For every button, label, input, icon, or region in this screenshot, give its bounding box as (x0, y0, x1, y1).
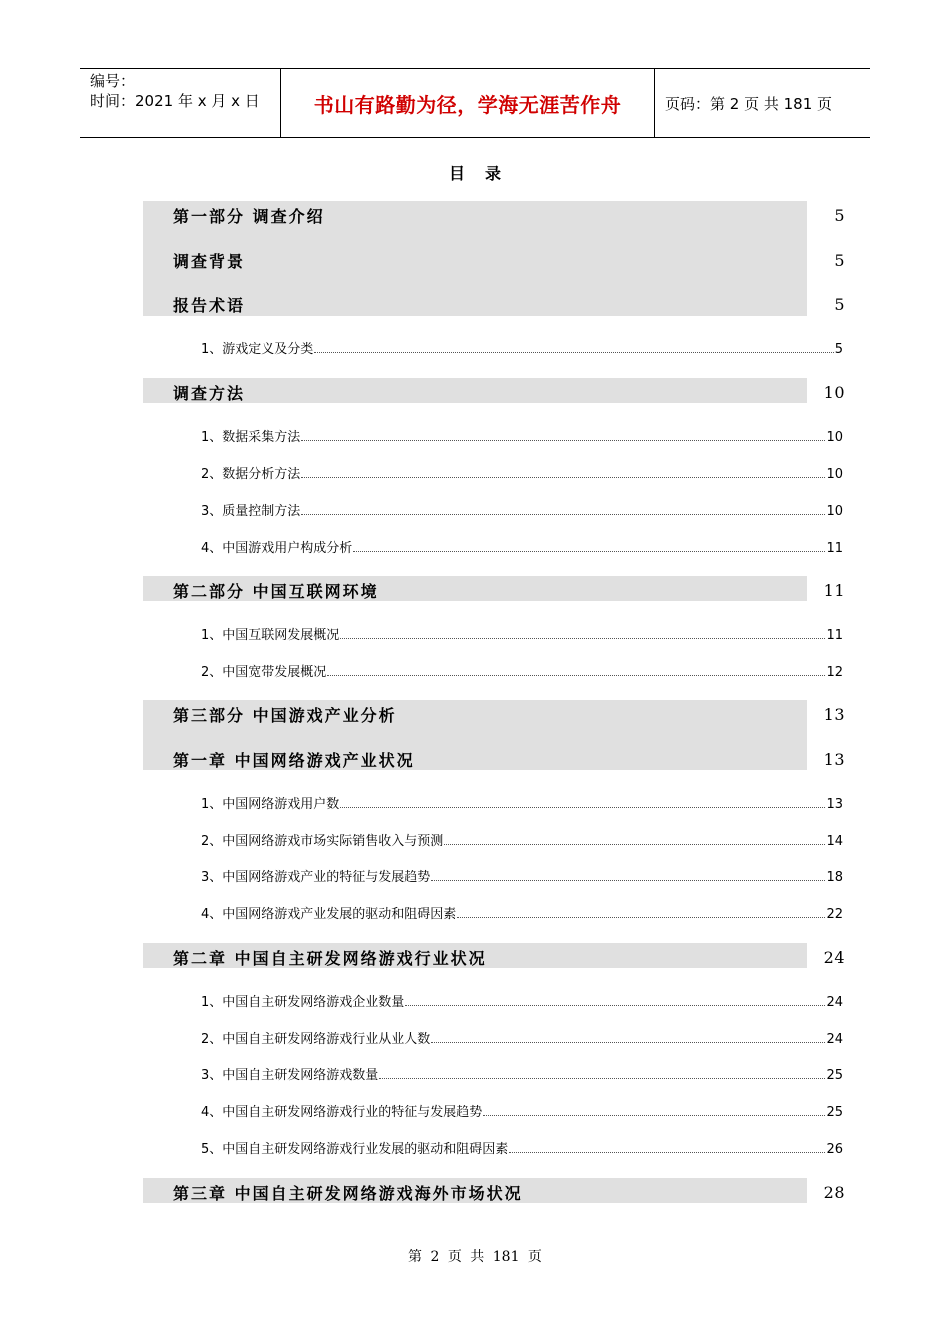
toc-entry[interactable] (201, 463, 843, 483)
toc-entry-page: 26 (826, 1142, 843, 1157)
toc-heading-label: 报告术语 (173, 295, 246, 315)
toc-leader-dots (431, 1041, 825, 1043)
toc-heading-label: 第三章 中国自主研发网络游戏海外市场状况 (173, 1183, 523, 1203)
page-footer: 第 2 页 共 181 页 (408, 1249, 542, 1265)
toc-heading-page: 5 (834, 250, 845, 270)
toc-entry[interactable] (201, 426, 843, 446)
toc-heading[interactable] (173, 248, 845, 272)
toc-heading[interactable] (173, 203, 845, 227)
toc-entry-label: 1、中国网络游戏用户数 (201, 797, 340, 812)
toc-leader-dots (457, 916, 825, 918)
serial-number-label: 编号： (90, 72, 136, 90)
toc-heading[interactable] (173, 578, 845, 602)
toc-heading[interactable] (173, 380, 845, 404)
toc-entry-label: 3、中国网络游戏产业的特征与发展趋势 (201, 870, 431, 885)
toc-leader-dots (509, 1151, 825, 1153)
toc-entry-page: 11 (826, 541, 843, 556)
toc-heading-label: 第三部分 中国游戏产业分析 (173, 705, 397, 725)
toc-heading-label: 调查方法 (173, 383, 246, 403)
toc-entry-page: 5 (834, 342, 843, 357)
toc-entry-label: 5、中国自主研发网络游戏行业发展的驱动和阻碍因素 (201, 1142, 509, 1157)
toc-entry[interactable] (201, 1101, 843, 1121)
header-motto: 书山有路勤为径，学海无涯苦作舟 (281, 69, 655, 137)
toc-entry-label: 1、中国自主研发网络游戏企业数量 (201, 995, 405, 1010)
toc-leader-dots (301, 476, 825, 478)
toc-entry[interactable] (201, 1064, 843, 1084)
toc-entry-page: 13 (826, 797, 843, 812)
toc-heading-label: 第二部分 中国互联网环境 (173, 581, 379, 601)
toc-entry[interactable] (201, 793, 843, 813)
toc-heading-page: 28 (823, 1182, 845, 1202)
toc-heading[interactable] (173, 702, 845, 726)
toc-heading-page: 5 (834, 205, 845, 225)
toc-entry[interactable] (201, 1028, 843, 1048)
toc-leader-dots (301, 439, 825, 441)
header-page-label: 页码：第 2 页 共 181 页 (665, 94, 833, 113)
toc-heading-page: 5 (834, 294, 845, 314)
toc-entry-page: 12 (826, 665, 843, 680)
toc-heading[interactable] (173, 1180, 845, 1204)
toc-entry[interactable] (201, 537, 843, 557)
toc-entry[interactable] (201, 830, 843, 850)
toc-entry[interactable] (201, 866, 843, 886)
toc-heading-page: 13 (823, 749, 845, 769)
header-meta (80, 69, 281, 137)
toc-entry-page: 18 (826, 870, 843, 885)
toc-entry-label: 2、中国网络游戏市场实际销售收入与预测 (201, 834, 444, 849)
toc-entry-label: 1、数据采集方法 (201, 430, 301, 445)
toc-heading[interactable] (173, 747, 845, 771)
toc-entry[interactable] (201, 1138, 843, 1158)
toc-entry[interactable] (201, 661, 843, 681)
toc-heading[interactable] (173, 292, 845, 316)
toc-entry-page: 22 (826, 907, 843, 922)
toc-heading-page: 24 (823, 947, 845, 967)
toc-entry-label: 2、中国宽带发展概况 (201, 665, 327, 680)
toc-entry-label: 4、中国自主研发网络游戏行业的特征与发展趋势 (201, 1105, 483, 1120)
toc-leader-dots (431, 879, 825, 881)
toc-leader-dots (301, 513, 825, 515)
toc-entry-label: 2、中国自主研发网络游戏行业从业人数 (201, 1032, 431, 1047)
toc-heading-page: 13 (823, 704, 845, 724)
toc-heading-page: 11 (823, 580, 845, 600)
toc-entry-page: 14 (826, 834, 843, 849)
toc-heading-label: 第一部分 调查介绍 (173, 206, 325, 226)
toc-entry-page: 25 (826, 1105, 843, 1120)
toc-entry-page: 25 (826, 1068, 843, 1083)
toc-entry-label: 4、中国游戏用户构成分析 (201, 541, 353, 556)
toc-heading-label: 调查背景 (173, 251, 246, 271)
toc-heading-label: 第一章 中国网络游戏产业状况 (173, 750, 415, 770)
toc-leader-dots (405, 1004, 825, 1006)
toc-heading-label: 第二章 中国自主研发网络游戏行业状况 (173, 948, 487, 968)
toc-entry[interactable] (201, 903, 843, 923)
toc-leader-dots (353, 550, 825, 552)
toc-entry-label: 1、游戏定义及分类 (201, 342, 314, 357)
toc-leader-dots (340, 806, 825, 808)
date-label: 时间：2021 年 x 月 x 日 (90, 92, 260, 110)
toc-entry-label: 4、中国网络游戏产业发展的驱动和阻碍因素 (201, 907, 457, 922)
toc-entry-page: 10 (826, 504, 843, 519)
toc-entry[interactable] (201, 991, 843, 1011)
toc-entry[interactable] (201, 338, 843, 358)
toc-leader-dots (483, 1114, 825, 1116)
toc-leader-dots (379, 1077, 825, 1079)
toc-title: 目录 (448, 164, 521, 183)
toc-heading[interactable] (173, 945, 845, 969)
toc-entry-page: 24 (826, 1032, 843, 1047)
toc-entry-page: 10 (826, 430, 843, 445)
toc-entry-page: 11 (826, 628, 843, 643)
toc-entry-label: 2、数据分析方法 (201, 467, 301, 482)
toc-entry-label: 3、中国自主研发网络游戏数量 (201, 1068, 379, 1083)
toc-heading-page: 10 (823, 382, 845, 402)
toc-entry-page: 24 (826, 995, 843, 1010)
toc-leader-dots (314, 351, 833, 353)
document-header (80, 68, 870, 138)
toc-leader-dots (340, 637, 825, 639)
toc-entry-label: 3、质量控制方法 (201, 504, 301, 519)
toc-leader-dots (327, 674, 825, 676)
toc-entry[interactable] (201, 500, 843, 520)
toc-leader-dots (444, 843, 825, 845)
toc-entry-page: 10 (826, 467, 843, 482)
toc-entry[interactable] (201, 624, 843, 644)
toc-entry-label: 1、中国互联网发展概况 (201, 628, 340, 643)
